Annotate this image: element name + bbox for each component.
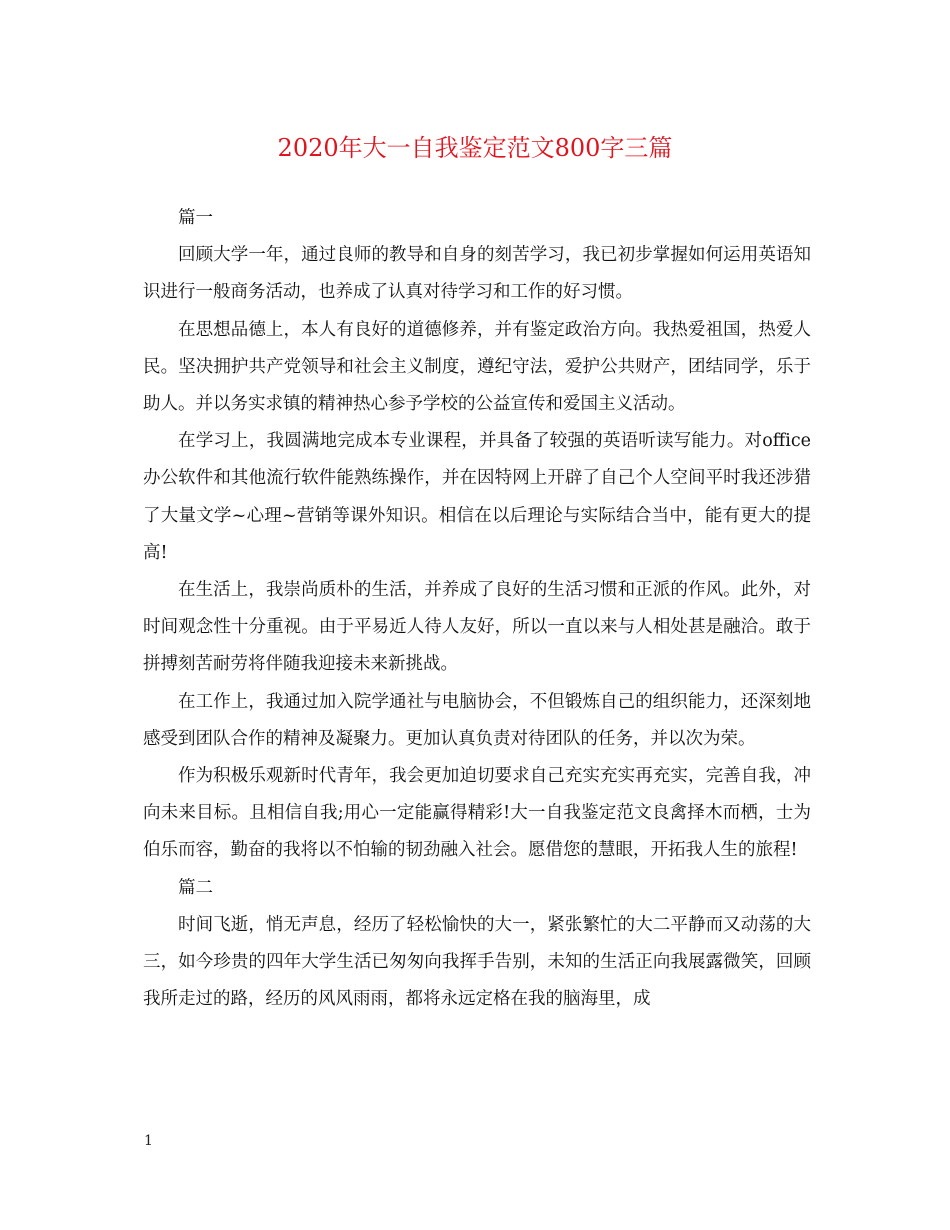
paragraph: 在工作上，我通过加入院学通社与电脑协会，不但锻炼自己的组织能力，还深刻地感受到团队合作的精神及凝聚力。更加认真负责对待团队的任务，并以次为荣。 (143, 691, 811, 749)
paragraph: 回顾大学一年，通过良师的教导和自身的刻苦学习，我已初步掌握如何运用英语知识进行一般商务活动，也养成了认真对待学习和工作的好习惯。 (143, 245, 811, 303)
paragraph: 在思想品德上，本人有良好的道德修养，并有鉴定政治方向。我热爱祖国，热爱人民。坚决拥护共产党领导和社会主义制度，遵纪守法，爱护公共财产，团结同学，乐于助人。并以务实求镇的精神热心参予学校的公益宣传和爱国主义活动。 (143, 319, 811, 415)
document-title: 2020年大一自我鉴定范文800字三篇 (277, 134, 673, 162)
document-body (143, 200, 811, 1018)
section-heading-2: 篇二 (178, 877, 213, 898)
paragraph: 时间飞逝，悄无声息，经历了轻松愉快的大一，紧张繁忙的大二平静而又动荡的大三，如今珍贵的四年大学生活已匆匆向我挥手告别，未知的生活正向我展露微笑，回顾我所走过的路，经历的风风雨雨，都将永远定格在我的脑海里，成 (143, 914, 811, 1010)
paragraph: 在生活上，我崇尚质朴的生活，并养成了良好的生活习惯和正派的作风。此外，对时间观念性十分重视。由于平易近人待人友好，所以一直以来与人相处甚是融洽。敢于拼搏刻苦耐劳将伴随我迎接未来新挑战。 (143, 580, 811, 675)
section-heading-1: 篇一 (178, 208, 213, 228)
paragraph: 在学习上，我圆满地完成本专业课程，并具备了较强的英语听读写能力。对office办公软件和其他流行软件能熟练操作，并在因特网上开辟了自己个人空间平时我还涉猎了大量文学~心理~营销等课外知识。相信在以后理论与实际结合当中，能有更大的提高! (143, 431, 811, 563)
page-number: 1 (144, 1133, 153, 1149)
paragraph: 作为积极乐观新时代青年，我会更加迫切要求自己充实充实再充实，完善自我，冲向未来目标。且相信自我;用心一定能赢得精彩!大一自我鉴定范文良禽择木而栖，士为伯乐而容，勤奋的我将以不怕输的韧劲融入社会。愿借您的慧眼，开拓我人生的旅程! (143, 766, 811, 861)
